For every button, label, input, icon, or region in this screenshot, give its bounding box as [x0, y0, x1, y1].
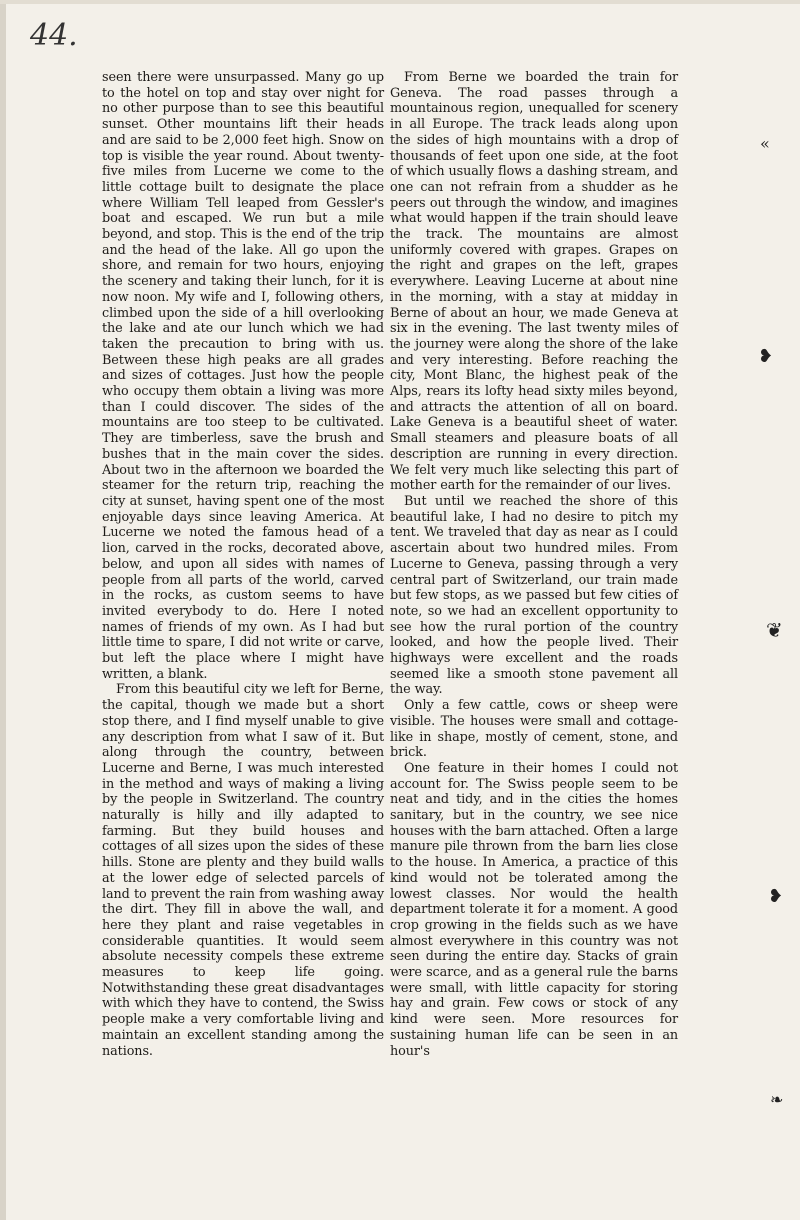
margin-mark-icon: ❧ [770, 1090, 784, 1109]
margin-mark-icon: ❦ [766, 618, 783, 642]
left-column [102, 70, 384, 1059]
margin-mark-icon: « [760, 134, 770, 153]
right-paragraph-2: But until we reached the shore of this beautiful lake, I had no desire to pitch my tent. We traveled that day as near as I could ascertain about two hundred miles. From Lucerne to Geneva, passing through a very central part of Switzerland, our train made but few stops, as we passed but few cities of note, so we had an excellent opportunity to see how the rural portion of the country looked, and how the people lived. Their highways were excellent and the roads seemed like a smooth stone pavement all the way. [390, 493, 678, 698]
right-paragraph-3: Only a few cattle, cows or sheep were visible. The houses were small and cottage-like in shape, mostly of cement, stone, and brick. [390, 698, 678, 761]
left-paragraph-1: seen there were unsurpassed. Many go up to the hotel on top and stay over night for no other purpose than to see this beautiful sunset. Other mountains lift their heads and are said to be 2,000 feet high. Snow on top is visible the year round. About twenty-five miles from Lucerne we come to the little cottage built to designate the place where William Tell leaped from Gessler's boat and escaped. We run but a mile beyond, and stop. This is the end of the trip and the head of the lake. All go upon the shore, and remain for two hours, enjoying the scenery and taking their lunch, for it is now noon. My wife and I, following others, climbed upon the side of a hill overlooking the lake and ate our lunch which we had taken the precaution to bring with us. Between these high peaks are all grades and sizes of cottages. Just how the people who occupy them obtain a living was more than I could discover. The sides of the mountains are too steep to be cultivated. They are timberless, save the brush and bushes that in the main cover the sides. About two in the afternoon we boarded the steamer for the return trip, reaching the city at sunset, having spent one of the most enjoyable days since leaving America. At Lucerne we noted the famous head of a lion, carved in the rocks, decorated above, below, and upon all sides with names of people from all parts of the world, carved in the rocks, as custom seems to have invited everybody to do. Here I noted names of friends of my own. As I had but little time to spare, I did not write or carve, but left the place where I might have written, a blank. [102, 70, 384, 682]
left-paragraph-2: From this beautiful city we left for Berne, the capital, though we made but a short stop there, and I find myself unable to give any description from what I saw of it. But along through the country, between Lucerne and Berne, I was much interested in the method and ways of making a living by the people in Switzerland. The country naturally is hilly and illy adapted to farming. But they build houses and cottages of all sizes upon the sides of these hills. Stone are plenty and they build walls at the lower edge of selected parcels of land to prevent the rain from washing away the dirt. They fill in above the wall, and here they plant and raise vegetables in considerable quantities. It would seem absolute necessity compels these extreme measures to keep life going. Notwithstanding these great disadvantages with which they have to contend, the Swiss people make a very comfortable living and maintain an excellent standing among the nations. [102, 682, 384, 1059]
page-left-edge [0, 0, 6, 1220]
right-column [390, 70, 678, 1059]
right-paragraph-1: From Berne we boarded the train for Geneva. The road passes through a mountainous region, unequalled for scenery in all Europe. The track leads along upon the sides of high mountains with a drop of thousands of feet upon one side, at the foot of which usually flows a dashing stream, and one can not refrain from a shudder as he peers out through the window, and imagines what would happen if the train should leave the track. The mountains are almost uniformly covered with grapes. Grapes on the right and grapes on the left, grapes everywhere. Leaving Lucerne at about nine in the morning, with a stay at midday in Berne of about an hour, we made Geneva at six in the evening. The last twenty miles of the journey were along the shore of the lake and very interesting. Before reaching the city, Mont Blanc, the highest peak of the Alps, rears its lofty head sixty miles beyond, and attracts the attention of all on board. Lake Geneva is a beautiful sheet of water. Small steamers and pleasure boats of all description are running in every direction. We felt very much like selecting this part of mother earth for the remainder of our lives. [390, 70, 678, 494]
page-number: 44. [30, 18, 78, 53]
margin-mark-icon: ❥ [768, 886, 784, 907]
page-top-edge [0, 0, 800, 4]
margin-mark-icon: ❥ [758, 346, 774, 367]
right-paragraph-4: One feature in their homes I could not account for. The Swiss people seem to be neat and tidy, and in the cities the homes sanitary, but in the country, we see nice houses with the barn attached. Often a large manure pile thrown from the barn lies close to the house. In America, a practice of this kind would not be tolerated among the lowest classes. Nor would the health department tolerate it for a moment. A good crop growing in the fields such as we have almost everywhere in this country was not seen during the entire day. Stacks of grain were scarce, and as a general rule the barns were small, with little capacity for storing hay and grain. Few cows or stock of any kind were seen. More resources for sustaining human life can be seen in an hour's [390, 760, 678, 1059]
